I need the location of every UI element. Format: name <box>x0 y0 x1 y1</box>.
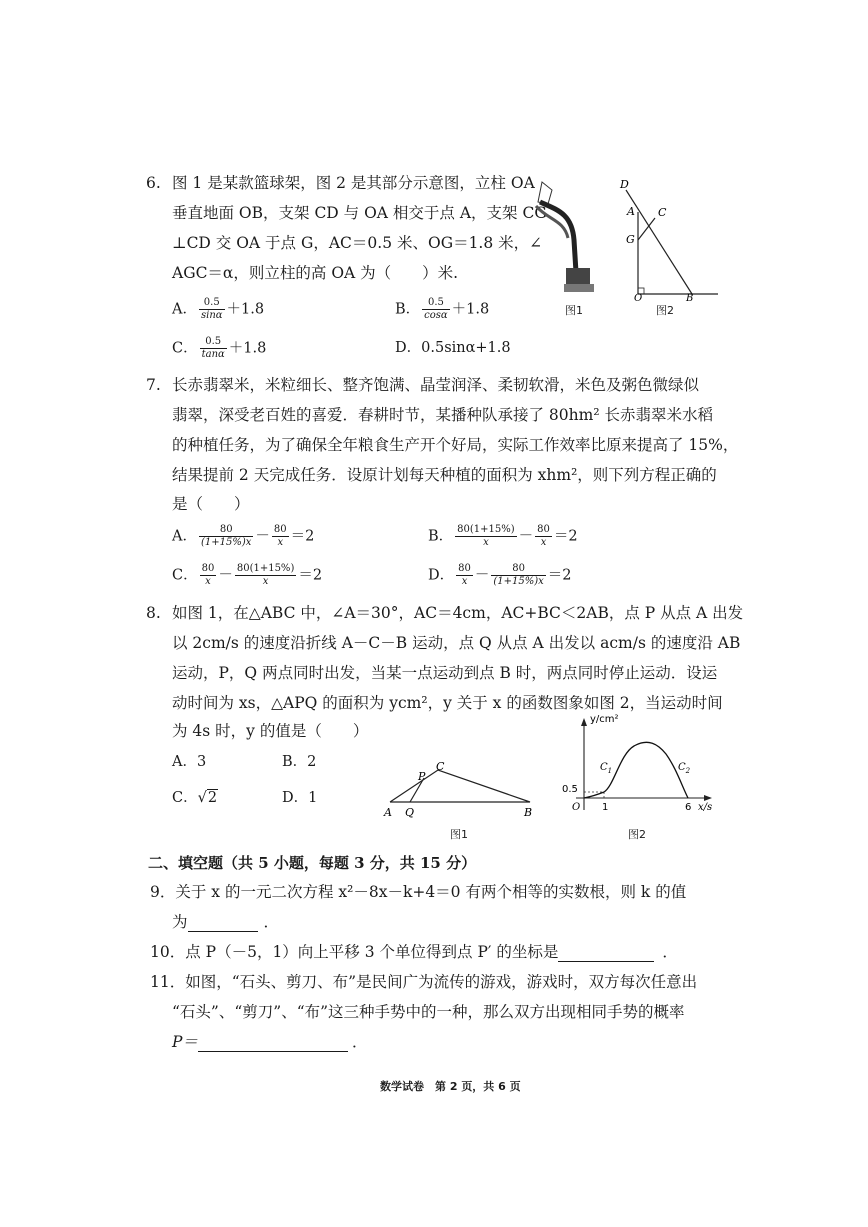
option-label: D． <box>395 340 422 356</box>
y-tick-label: 0.5 <box>562 784 578 795</box>
q7-line-3: 的种植任务，为了确保全年粮食生产开个好局，实际工作效率比原来提高了 15%， <box>172 436 739 454</box>
q8-line-4: 动时间为 xs，△APQ 的面积为 ycm²，y 关于 x 的函数图象如图 2，当运动时间 <box>172 694 723 712</box>
numerator: 80 <box>458 563 471 574</box>
q11-line-1: 11．如图，“石头、剪刀、布”是民间广为流传的游戏，游戏时，双方每次任意出 <box>150 973 698 991</box>
q6-line-3: ⊥CD 交 OA 于点 G，AC＝0.5 米、OG＝1.8 米，∠ <box>172 234 543 252</box>
fraction <box>200 563 217 588</box>
fraction <box>200 336 227 361</box>
numerator: 80 <box>537 524 550 535</box>
q7-number: 7. <box>146 376 161 394</box>
q7-option-c[interactable] <box>172 563 322 588</box>
q7-line-1: 长赤翡翠米，米粒细长、整齐饱满、晶莹润泽、柔韧软滑，米色及粥色微绿似 <box>172 376 700 394</box>
stand-arm <box>536 206 568 238</box>
denominator: (1+15%)x <box>493 576 544 587</box>
x-tick-label-1: 1 <box>602 802 609 813</box>
option-text: 2 <box>207 790 218 806</box>
q7-line-4: 结果提前 2 天完成任务．设原计划每天种植的面积为 xhm²，则下列方程正确的 <box>172 466 717 484</box>
option-text: 1 <box>308 790 318 806</box>
q8-triangle-figure <box>382 758 540 820</box>
option-label: B． <box>395 301 421 318</box>
label-A: A <box>384 806 392 819</box>
q11-line-3 <box>172 1032 367 1052</box>
option-label: A． <box>172 754 197 770</box>
numerator: 80(1+15%) <box>457 524 515 535</box>
label-B: B <box>686 293 694 302</box>
right-hand-side: ＝2 <box>298 567 323 584</box>
denominator: x <box>461 576 468 587</box>
option-text: 0.5sinα+1.8 <box>421 340 511 356</box>
q11-line-2: “石头”、“剪刀”、“布”这三种手势中的一种，那么双方出现相同手势的概率 <box>172 1003 685 1021</box>
fraction <box>535 524 552 549</box>
x-axis-label: x/s <box>698 802 713 813</box>
label-C: C <box>436 760 445 773</box>
numerator: 0.5 <box>199 297 225 310</box>
fraction <box>272 524 289 549</box>
fraction <box>199 297 225 322</box>
denominator: tanα <box>201 349 225 360</box>
operator: － <box>474 567 490 584</box>
label-C: C <box>658 206 667 219</box>
q6-line-1: 图 1 是某款篮球架，图 2 是其部分示意图，立柱 OA <box>172 174 535 192</box>
q8-function-graph <box>560 712 730 822</box>
q6-line-2: 垂直地面 OB，支架 CD 与 OA 相交于点 A，支架 CG <box>172 204 547 222</box>
right-hand-side: ＝2 <box>553 528 578 545</box>
option-label: C． <box>172 567 198 584</box>
label-A: A <box>627 205 635 218</box>
page-footer: 数学试卷 第 2 页，共 6 页 <box>380 1080 521 1093</box>
option-tail: ＋1.8 <box>451 301 490 318</box>
denominator: x <box>483 537 489 548</box>
q8-option-a[interactable] <box>172 750 206 774</box>
option-label: C． <box>172 790 198 806</box>
q9-answer-blank[interactable] <box>188 915 258 932</box>
q11-prefix: P＝ <box>172 1033 198 1051</box>
q7-option-b[interactable] <box>428 524 578 549</box>
fraction <box>199 524 253 549</box>
operator: － <box>218 567 233 584</box>
right-hand-side: ＝2 <box>547 567 572 584</box>
fraction <box>456 563 473 588</box>
denominator: x <box>205 576 211 587</box>
q8-line-2: 以 2cm/s 的速度沿折线 A－C－B 运动，点 Q 从点 A 出发以 acm/s 的速度沿 AB <box>172 634 741 652</box>
label-Q: Q <box>405 806 415 819</box>
q10-answer-blank[interactable] <box>558 945 654 962</box>
stand-base <box>566 268 590 286</box>
option-label: D． <box>428 567 455 584</box>
q6-line-4: AGC＝α，则立柱的高 OA 为（ ）米. <box>172 264 459 282</box>
q10-suffix: ． <box>662 943 678 961</box>
fraction <box>491 563 545 588</box>
label-O: O <box>634 293 643 302</box>
option-tail: ＋1.8 <box>228 340 267 357</box>
sqrt-sign: √ <box>197 790 207 806</box>
q7-option-a[interactable] <box>172 524 314 549</box>
option-text: 2 <box>307 754 317 770</box>
denominator: x <box>540 537 547 548</box>
fraction <box>455 524 517 549</box>
numerator: 80 <box>199 524 253 537</box>
q6-option-b[interactable] <box>395 297 489 322</box>
origin-label: O <box>572 802 581 813</box>
label-D: D <box>620 178 629 191</box>
backboard-shape <box>538 182 552 204</box>
denominator: x <box>262 576 269 587</box>
denominator: cosα <box>424 310 448 321</box>
option-label: B． <box>282 754 308 770</box>
q6-number: 6. <box>146 174 161 192</box>
q6-option-c[interactable] <box>172 336 266 361</box>
denominator: (1+15%)x <box>200 537 252 548</box>
label-P: P <box>418 770 426 783</box>
option-tail: ＋1.8 <box>226 301 265 318</box>
q8-option-c[interactable] <box>172 786 218 810</box>
q8-line-3: 运动，P，Q 两点同时出发，当某一点运动到点 B 时，两点同时停止运动．设运 <box>172 664 718 682</box>
numerator: 0.5 <box>200 336 227 349</box>
option-label: C． <box>172 340 198 357</box>
triangle-ABC <box>390 770 530 802</box>
numerator: 80 <box>201 563 215 574</box>
fraction <box>235 563 297 588</box>
operator: － <box>255 528 270 545</box>
label-G: G <box>626 233 635 246</box>
q8-fig1-caption: 图1 <box>450 828 468 841</box>
q7-line-2: 翡翠，深受老百姓的喜爱．春耕时节，某播种队承接了 80hm² 长赤翡翠米水稻 <box>172 406 713 424</box>
q6-option-a[interactable] <box>172 297 264 322</box>
q8-fig2-caption: 图2 <box>628 828 646 841</box>
fraction <box>422 297 450 322</box>
q7-option-d[interactable] <box>428 563 572 588</box>
stand-foot <box>564 284 594 292</box>
label-B: B <box>524 806 533 819</box>
curve-segment-C1-start <box>584 792 604 798</box>
numerator: 80 <box>273 524 287 535</box>
numerator: 80(1+15%) <box>236 563 295 574</box>
option-label: D． <box>282 790 309 806</box>
option-label: A． <box>172 301 197 318</box>
q8-number: 8. <box>146 604 161 622</box>
y-axis-arrow <box>581 718 587 726</box>
option-text: 3 <box>196 754 207 770</box>
q9-prefix: 为 <box>172 913 188 931</box>
q6-fig1-caption: 图1 <box>565 304 583 317</box>
basketball-stand-figure <box>528 180 604 300</box>
x-tick-label-6: 6 <box>685 802 692 813</box>
curve-main <box>604 742 688 798</box>
q11-suffix: ． <box>351 1033 368 1051</box>
y-axis-label: y/cm² <box>590 714 619 725</box>
curve-label-c2: $C_2$ <box>678 762 691 775</box>
option-label: A． <box>172 528 197 545</box>
q7-line-5: 是（ ） <box>172 495 250 513</box>
q8-option-d[interactable] <box>282 786 317 810</box>
q8-line-5: 为 4s 时，y 的值是（ ） <box>172 722 369 740</box>
right-hand-side: ＝2 <box>290 528 315 545</box>
q6-fig2-caption: 图2 <box>656 304 674 317</box>
operator: － <box>518 528 534 545</box>
denominator: x <box>277 537 284 548</box>
q9-line-2 <box>172 912 279 932</box>
option-label: B． <box>428 528 454 545</box>
q6-option-d[interactable] <box>395 336 511 360</box>
q9-suffix: ． <box>263 913 280 931</box>
x-axis-arrow <box>704 795 712 801</box>
denominator: sinα <box>200 310 223 321</box>
curve-label-c1: $C_1$ <box>600 762 613 775</box>
q10-line <box>150 942 678 962</box>
numerator: 0.5 <box>422 297 450 310</box>
q6-geometry-figure <box>614 176 724 302</box>
section-title-fill-in: 二、填空题（共 5 小题，每题 3 分，共 15 分） <box>148 854 477 872</box>
q10-prefix: 10．点 P（－5，1）向上平移 3 个单位得到点 P′ 的坐标是 <box>150 943 559 961</box>
q9-line-1: 9．关于 x 的一元二次方程 x²－8x－k+4＝0 有两个相等的实数根，则 k 的值 <box>150 883 687 901</box>
q8-option-b[interactable] <box>282 750 316 774</box>
numerator: 80 <box>491 563 545 576</box>
q8-line-1: 如图 1，在△ABC 中，∠A＝30°，AC＝4cm，AC+BC＜2AB，点 P 从点 A 出发 <box>172 604 744 622</box>
q11-answer-blank[interactable] <box>198 1035 348 1052</box>
